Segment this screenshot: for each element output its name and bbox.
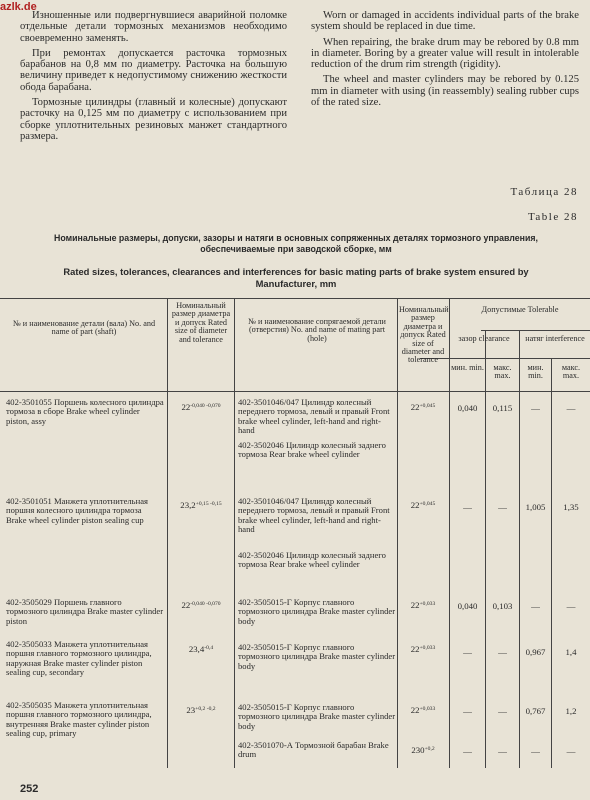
table-row-hole-size: $22^{+0,033}$ — [410, 600, 436, 610]
table-row-hole-size: $22^{+0,033}$ — [410, 705, 436, 715]
specification-table — [0, 298, 590, 768]
table-row-shaft: 402-3505035 Манжета уплотнительная поршня главного тормозного цилиндра, внутренняя Brake master cylinder piston sealing cup, primary — [6, 700, 152, 738]
table-number-english: Table 28 — [527, 211, 578, 223]
header-interference-max: макс. max. — [561, 363, 581, 381]
table-cell-interference-max: — — [566, 746, 576, 756]
table-cell-interference-max: 1,2 — [565, 706, 577, 716]
table-cell-clearance-max: — — [498, 647, 507, 657]
table-row-hole: 402-3502046 Цилиндр колесный заднего тормоза Rear brake wheel cylinder — [238, 440, 386, 460]
table-row-shaft: 402-3505033 Манжета уплотнительная поршня главного тормозного цилиндра, наружная Brake master cylinder piston sealing cup, secondary — [6, 639, 152, 677]
header-interference: натяг interference — [525, 334, 585, 343]
table-row-shaft: 402-3501055 Поршень колесного цилиндра тормоза в сборе Brake wheel cylinder piston, assy — [6, 397, 164, 426]
header-clearance-max: макс. max. — [493, 363, 512, 381]
table-cell-interference-max: — — [566, 403, 576, 413]
paragraph: Изношенные или подвергнувшиеся аварийной поломке отдельные детали тормозных механизмов необходимо своевременно заменять. — [20, 10, 287, 44]
header-size-hole: Номинальный размер диаметра и допуск Rated size of diameter and tolerance — [399, 305, 449, 365]
table-caption-russian: Номинальные размеры, допуски, зазоры и натяги в основных сопряженных деталях тормозного управления, обеспечиваемые при заводской сборке, мм — [54, 233, 538, 254]
table-cell-clearance-min: — — [463, 706, 472, 716]
table-cell-clearance-min: 0,040 — [457, 403, 478, 413]
table-number-russian: Таблица 28 — [510, 186, 578, 198]
paragraph: When repairing, the brake drum may be rebored by 0.8 mm in diameter. Boring by a greater value will result in intolerable reduction of the drum rim strength (rigidity). — [311, 36, 579, 71]
table-row-hole-size: $230^{+0,2}$ — [411, 745, 435, 755]
table-cell-clearance-max: 0,103 — [492, 601, 513, 611]
text-column-russian — [20, 10, 287, 142]
table-cell-clearance-min: — — [463, 746, 472, 756]
page-number: 252 — [20, 783, 39, 795]
table-cell-interference-min: 1,005 — [525, 502, 546, 512]
header-clearance: зазор clearance — [458, 334, 510, 343]
table-cell-clearance-max: 0,115 — [492, 403, 513, 413]
paragraph: Worn or damaged in accidents individual parts of the brake system should be replaced in due time. — [311, 10, 579, 33]
table-cell-clearance-min: 0,040 — [457, 601, 478, 611]
paragraph: The wheel and master cylinders may be rebored by 0.125 mm in diameter with using (in reassembly) sealing rubber cups of the rated size. — [311, 74, 579, 109]
table-row-hole: 402-3501070-А Тормозной барабан Brake drum — [238, 740, 389, 760]
header-shaft: № и наименование детали (вала) No. and name of part (shaft) — [12, 319, 156, 337]
header-clearance-min: мин. min. — [451, 363, 484, 372]
table-row-size: $23,2^{+0,15 -0,15}$ — [180, 500, 222, 510]
table-cell-clearance-max: — — [498, 502, 507, 512]
text-column-english — [311, 10, 579, 108]
table-cell-interference-min: — — [531, 746, 540, 756]
table-row-hole-size: $22^{+0,045}$ — [410, 402, 436, 412]
table-row-size: $23^{+0,2 -0,2}$ — [186, 705, 216, 715]
table-row-hole: 402-3502046 Цилиндр колесный заднего тормоза Rear brake wheel cylinder — [238, 550, 386, 570]
table-row-hole: 402-3505015-Г Корпус главного тормозного цилиндра Brake master cylinder body — [238, 597, 396, 626]
table-row-size: $23,4^{-0,4}$ — [188, 644, 214, 654]
table-cell-interference-min: — — [531, 403, 540, 413]
table-row-hole: 402-3505015-Г Корпус главного тормозного цилиндра Brake master cylinder body — [238, 702, 396, 731]
table-cell-interference-min: 0,767 — [525, 706, 546, 716]
paragraph: При ремонтах допускается расточка тормозных барабанов на 0,8 мм по диаметру. Расточка на большую величину приведет к недопустимому снижению жесткости обода барабана. — [20, 47, 287, 93]
table-cell-interference-min: 0,967 — [525, 647, 546, 657]
table-row-size: $22^{-0,040 -0,070}$ — [181, 600, 221, 610]
header-interference-min: мин. min. — [527, 363, 544, 381]
table-cell-interference-max: 1,4 — [565, 647, 577, 657]
table-cell-clearance-max: — — [498, 706, 507, 716]
table-row-hole: 402-3505015-Г Корпус главного тормозного цилиндра Brake master cylinder body — [238, 642, 396, 671]
header-hole: № и наименование сопрягаемой детали (отверстия) No. and name of mating part (hole) — [248, 317, 386, 343]
paragraph: Тормозные цилиндры (главный и колесные) допускают расточку на 0,125 мм по диаметру с использованием при сборке уплотнительных резиновых манжет стандартного размера. — [20, 97, 287, 142]
table-cell-clearance-min: — — [463, 502, 472, 512]
table-row-hole: 402-3501046/047 Цилиндр колесный переднего тормоза, левый и правый Front brake wheel cylinder, left-hand and right-hand — [238, 397, 390, 435]
table-row-shaft: 402-3501051 Манжета уплотнительная поршня колесного цилиндра тормоза Brake wheel cylinder piston sealing cup — [6, 496, 148, 525]
table-row-hole: 402-3501046/047 Цилиндр колесный переднего тормоза, левый и правый Front brake wheel cylinder, left-hand and right-hand — [238, 496, 390, 534]
table-cell-interference-max: — — [566, 601, 576, 611]
table-row-size: $22^{-0,040 -0,070}$ — [181, 402, 221, 412]
table-row-shaft: 402-3505029 Поршень главного тормозного цилиндра Brake master cylinder piston — [6, 597, 164, 626]
table-cell-clearance-max: — — [498, 746, 507, 756]
header-size-shaft: Номинальный размер диаметра и допуск Rated size of diameter and tolerance — [171, 301, 231, 344]
table-cell-clearance-min: — — [463, 647, 472, 657]
table-row-hole-size: $22^{+0,033}$ — [410, 644, 436, 654]
table-caption-english: Rated sizes, tolerances, clearances and interferences for basic mating parts of brake system ensured by Manufacturer, mm — [63, 266, 529, 289]
watermark: azlk.de — [0, 1, 37, 13]
header-tolerable: Допустимые Tolerable — [481, 305, 559, 314]
table-cell-interference-min: — — [531, 601, 540, 611]
table-row-hole-size: $22^{+0,045}$ — [410, 500, 436, 510]
table-cell-interference-max: 1,35 — [563, 502, 579, 512]
